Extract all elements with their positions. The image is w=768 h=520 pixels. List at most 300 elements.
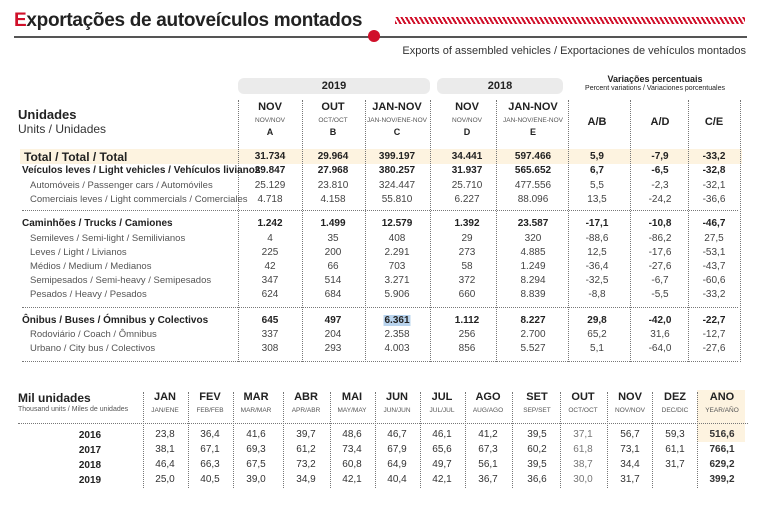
table-cell [649, 218, 672, 229]
cell-value: 4 [267, 233, 273, 244]
table-cell [703, 275, 726, 286]
table-cell: 23,8 [155, 429, 175, 440]
table-cell: 73,4 [342, 444, 362, 455]
units-label: Unidades [18, 107, 77, 122]
cell-value: -43,7 [702, 261, 726, 272]
variations-subtitle: Percent variations / Variaciones porcentuales [585, 85, 725, 92]
month-subheader: AUG/AGO [472, 407, 504, 414]
table-cell [262, 247, 279, 258]
table-cell [255, 165, 286, 176]
cell-value: -33,2 [702, 151, 726, 162]
table-cell [262, 329, 279, 340]
table-cell: 41,6 [246, 429, 266, 440]
cell-value: -88,6 [585, 233, 609, 244]
table-cell [651, 151, 668, 162]
table-cell: 67,3 [478, 444, 498, 455]
row-label: Comerciais leves / Light commercials / Comerciales [30, 194, 248, 205]
cell-value: 372 [458, 275, 476, 286]
table-cell: 69,3 [246, 444, 266, 455]
table-cell [382, 218, 413, 229]
cell-value: -32,8 [702, 165, 726, 176]
column-letter: A [266, 127, 274, 137]
cell-value: -7,9 [651, 151, 669, 162]
month-header: DEZ [664, 391, 686, 403]
table-cell [587, 194, 606, 205]
month-subheader: JUL/JUL [429, 407, 455, 414]
table-cell [590, 165, 604, 176]
table-cell [325, 275, 342, 286]
table-cell: 399,2 [709, 474, 735, 485]
table-cell [255, 180, 286, 191]
table-cell [320, 218, 345, 229]
table-cell [649, 315, 672, 326]
cell-value: -17,6 [648, 247, 672, 258]
section-divider [22, 307, 738, 308]
table-cell [382, 194, 413, 205]
table-cell: 61,8 [573, 444, 593, 455]
table-cell: 34,9 [296, 474, 316, 485]
cell-value: 25.129 [254, 180, 286, 191]
table-cell [649, 343, 672, 354]
month-header: OUT [571, 391, 595, 403]
cell-value: -6,7 [651, 275, 669, 286]
cell-value: -8,8 [588, 289, 606, 300]
column-separator [652, 392, 653, 488]
cell-value: 399.197 [378, 151, 416, 162]
cell-value: 497 [324, 315, 342, 326]
table-cell [651, 180, 668, 191]
table-cell [649, 233, 672, 244]
table-cell: 31,7 [665, 459, 685, 470]
page-subtitle: Exports of assembled vehicles / Exportaciones de vehículos montados [402, 45, 746, 57]
table-cell [262, 343, 279, 354]
cell-value: -22,7 [702, 315, 726, 326]
column-separator [607, 392, 608, 488]
table-cell: 39,5 [527, 429, 547, 440]
table-cell: 766,1 [709, 444, 735, 455]
table-cell [518, 194, 549, 205]
table-cell: 39,5 [527, 459, 547, 470]
table-cell [454, 218, 479, 229]
cell-value: 324.447 [378, 180, 416, 191]
cell-value: -27,6 [702, 343, 726, 354]
table-cell [586, 218, 609, 229]
cell-value: 55.810 [381, 194, 413, 205]
bottom-units-sublabel: Thousand units / Miles de unidades [18, 406, 129, 413]
cell-value: 256 [458, 329, 476, 340]
cell-value: -60,6 [702, 275, 726, 286]
table-cell [651, 275, 668, 286]
table-cell [318, 180, 349, 191]
cell-value: 1.499 [320, 218, 346, 229]
section-divider [22, 210, 738, 211]
table-cell [649, 194, 672, 205]
table-cell: 42,1 [342, 474, 362, 485]
table-cell [703, 343, 726, 354]
cell-value: 1.392 [454, 218, 480, 229]
table-cell [459, 329, 476, 340]
table-cell: 39,0 [246, 474, 266, 485]
table-cell [262, 275, 279, 286]
table-cell [703, 151, 726, 162]
cell-value: 204 [324, 329, 342, 340]
table-cell [452, 151, 483, 162]
cell-value: 29.964 [317, 151, 349, 162]
cell-value: 6.227 [454, 194, 480, 205]
cell-value: -24,2 [648, 194, 672, 205]
table-cell: 60,8 [342, 459, 362, 470]
table-cell [454, 194, 479, 205]
cell-value: 27,5 [704, 233, 724, 244]
column-separator [568, 100, 569, 362]
table-cell [520, 247, 545, 258]
table-cell [325, 343, 342, 354]
table-cell [325, 315, 342, 326]
month-header: JUL [431, 391, 453, 403]
cell-value: -12,7 [702, 329, 726, 340]
table-cell: 41,2 [478, 429, 498, 440]
row-label: Rodoviário / Coach / Ômnibus [30, 329, 157, 340]
month-subheader: YEAR/AÑO [705, 407, 739, 414]
cell-value: 4.718 [257, 194, 283, 205]
cell-value: 684 [324, 289, 342, 300]
table-cell [384, 289, 409, 300]
table-cell [515, 180, 551, 191]
cell-value: 23.810 [317, 180, 349, 191]
column-letter: E [529, 127, 537, 137]
table-cell [649, 247, 672, 258]
table-cell [389, 233, 406, 244]
cell-value: 1.249 [520, 261, 546, 272]
cell-value: 6,7 [590, 165, 604, 176]
table-cell [267, 233, 273, 244]
cell-value: 660 [458, 289, 476, 300]
table-cell [379, 180, 415, 191]
table-cell: 65,6 [432, 444, 452, 455]
table-cell [587, 329, 606, 340]
table-cell: 25,0 [155, 474, 175, 485]
column-header: OUT [321, 101, 345, 113]
cell-value: -5,5 [651, 289, 669, 300]
cell-value: 25.710 [451, 180, 483, 191]
table-cell [384, 275, 409, 286]
column-separator [330, 392, 331, 488]
table-cell: 31,7 [620, 474, 640, 485]
table-cell [262, 289, 279, 300]
cell-value: 29.847 [254, 165, 286, 176]
year-label: 2016 [78, 430, 102, 441]
column-header: NOV [258, 101, 282, 113]
cell-value: 2.700 [520, 329, 546, 340]
cell-value: 293 [324, 343, 342, 354]
cell-value: 8.839 [520, 289, 546, 300]
table-cell: 30,0 [573, 474, 593, 485]
table-cell: 38,1 [155, 444, 175, 455]
table-cell: 73,2 [296, 459, 316, 470]
cell-value: 8.294 [520, 275, 546, 286]
cell-value: 1.112 [454, 315, 480, 326]
cell-value: 1.242 [257, 218, 283, 229]
table-cell [379, 165, 415, 176]
table-cell [586, 261, 609, 272]
cell-value: -53,1 [702, 247, 726, 258]
table-cell: 56,7 [620, 429, 640, 440]
table-cell: 60,2 [527, 444, 547, 455]
table-cell [255, 151, 286, 162]
hatch-decoration [395, 17, 745, 24]
month-subheader: FEB/FEB [196, 407, 224, 414]
column-subheader: NOV/NOV [255, 117, 285, 124]
table-cell [703, 289, 726, 300]
table-cell: 61,1 [665, 444, 685, 455]
column-separator [688, 100, 689, 362]
header-divider [18, 423, 748, 424]
table-cell [318, 151, 349, 162]
table-cell [257, 218, 282, 229]
cell-value: -36,6 [702, 194, 726, 205]
section-divider [22, 361, 738, 362]
cell-value: 273 [458, 247, 476, 258]
table-cell: 46,1 [432, 429, 452, 440]
table-cell [651, 289, 668, 300]
table-cell [459, 247, 476, 258]
table-cell [459, 289, 476, 300]
table-cell [384, 247, 409, 258]
column-separator [283, 392, 284, 488]
table-cell [704, 233, 723, 244]
cell-value: 645 [261, 315, 279, 326]
column-separator [238, 100, 239, 362]
cell-value: -6,5 [651, 165, 669, 176]
row-label: Total / Total / Total [24, 150, 128, 164]
month-header: MAI [341, 391, 363, 403]
year-group-2019: 2019 [238, 78, 430, 94]
column-header: C/E [704, 116, 724, 128]
cell-value: 347 [261, 275, 279, 286]
table-cell: 40,5 [200, 474, 220, 485]
table-cell: 36,4 [200, 429, 220, 440]
column-separator [143, 392, 144, 488]
column-subheader: JAN-NOV/ENE-NOV [367, 117, 427, 124]
cell-value: 34.441 [451, 151, 483, 162]
row-label: Automóveis / Passenger cars / Automóviles [30, 180, 213, 191]
cell-value: 8.227 [520, 315, 546, 326]
table-cell [461, 261, 472, 272]
table-cell [650, 329, 669, 340]
column-subheader: JAN-NOV/ENE-NOV [503, 117, 563, 124]
cell-value: -64,0 [648, 343, 672, 354]
table-cell [588, 289, 605, 300]
table-cell [518, 218, 549, 229]
table-cell: 40,4 [387, 474, 407, 485]
column-separator [375, 392, 376, 488]
cell-value: 27.968 [317, 165, 349, 176]
cell-value: 6.361 [384, 315, 410, 326]
cell-value: 5,1 [590, 343, 604, 354]
column-subheader: OCT/OCT [318, 117, 348, 124]
cell-value: 88.096 [517, 194, 549, 205]
table-cell [389, 261, 406, 272]
cell-value: 5,9 [590, 151, 604, 162]
table-cell [452, 180, 483, 191]
month-header: JAN [153, 391, 177, 403]
cell-value: 31,6 [650, 329, 670, 340]
table-cell[interactable] [383, 315, 410, 326]
table-cell [703, 329, 726, 340]
cell-value: 3.271 [384, 275, 410, 286]
cell-value: -36,4 [585, 261, 609, 272]
cell-value: -17,1 [585, 218, 609, 229]
column-letter: C [393, 127, 401, 137]
table-cell: 516,6 [709, 429, 735, 440]
cell-value: 29,8 [587, 315, 607, 326]
table-cell [520, 275, 545, 286]
year-group-2018: 2018 [437, 78, 563, 94]
table-cell: 73,1 [620, 444, 640, 455]
table-cell [327, 233, 338, 244]
table-cell: 42,1 [432, 474, 452, 485]
table-cell [703, 315, 726, 326]
column-subheader: NOV/NOV [452, 117, 482, 124]
column-separator [496, 100, 497, 362]
row-label: Urbano / City bus / Colectivos [30, 343, 156, 354]
column-separator [420, 392, 421, 488]
table-cell [325, 329, 342, 340]
table-cell [649, 261, 672, 272]
month-subheader: JUN/JUN [383, 407, 411, 414]
column-separator [188, 392, 189, 488]
cell-value: 29 [461, 233, 473, 244]
cell-value: 31.937 [451, 165, 483, 176]
table-cell [325, 289, 342, 300]
cell-value: 5.527 [520, 343, 546, 354]
cell-value: 4.158 [320, 194, 346, 205]
row-label: Ônibus / Buses / Ómnibus y Colectivos [22, 315, 209, 326]
table-cell [520, 315, 545, 326]
year-label: 2019 [78, 475, 102, 486]
year-label: 2018 [78, 460, 102, 471]
cell-value: 35 [327, 233, 339, 244]
cell-value: 320 [524, 233, 542, 244]
column-separator [430, 100, 431, 362]
table-cell [459, 275, 476, 286]
cell-value: 4.885 [520, 247, 546, 258]
month-header: ABR [294, 391, 318, 403]
column-separator [560, 392, 561, 488]
table-cell [703, 165, 726, 176]
table-cell [703, 180, 726, 191]
variations-title: Variações percentuais [607, 74, 703, 84]
column-header: JAN-NOV [508, 101, 558, 113]
cell-value: 200 [324, 247, 342, 258]
table-cell [703, 261, 726, 272]
table-cell [587, 315, 606, 326]
red-dot-decoration [368, 30, 380, 42]
column-separator [365, 100, 366, 362]
month-header: ANO [709, 391, 735, 403]
table-cell [325, 247, 342, 258]
month-subheader: DEC/DIC [661, 407, 689, 414]
table-cell: 59,3 [665, 429, 685, 440]
cell-value: -2,3 [651, 180, 669, 191]
cell-value: -86,2 [648, 233, 672, 244]
table-cell: 36,6 [527, 474, 547, 485]
column-letter: D [463, 127, 471, 137]
cell-value: 23.587 [517, 218, 549, 229]
cell-value: 477.556 [514, 180, 552, 191]
cell-value: 856 [458, 343, 476, 354]
cell-value: 66 [327, 261, 339, 272]
cell-value: 2.291 [384, 247, 410, 258]
table-cell [520, 289, 545, 300]
table-cell [379, 151, 415, 162]
table-cell: 67,9 [387, 444, 407, 455]
table-cell [515, 165, 551, 176]
column-separator [465, 392, 466, 488]
table-cell [262, 315, 279, 326]
table-cell [590, 343, 604, 354]
column-header: JAN-NOV [372, 101, 422, 113]
month-header: JUN [385, 391, 409, 403]
title-rule [14, 36, 747, 38]
cell-value: -10,8 [648, 218, 672, 229]
cell-value: 13,5 [587, 194, 607, 205]
cell-value: 565.652 [514, 165, 552, 176]
month-header: NOV [618, 391, 642, 403]
cell-value: 597.466 [514, 151, 552, 162]
table-cell: 629,2 [709, 459, 735, 470]
table-cell: 66,3 [200, 459, 220, 470]
table-cell [452, 165, 483, 176]
table-cell: 61,2 [296, 444, 316, 455]
table-cell: 48,6 [342, 429, 362, 440]
table-cell [587, 247, 606, 258]
cell-value: 514 [324, 275, 342, 286]
cell-value: -32,5 [585, 275, 609, 286]
cell-value: 42 [264, 261, 276, 272]
table-cell [590, 151, 604, 162]
table-cell [257, 194, 282, 205]
table-cell: 56,1 [478, 459, 498, 470]
month-header: SET [526, 391, 548, 403]
cell-value: 4.003 [384, 343, 410, 354]
column-header: A/B [587, 116, 607, 128]
column-separator [512, 392, 513, 488]
table-cell: 67,1 [200, 444, 220, 455]
month-subheader: NOV/NOV [615, 407, 645, 414]
row-label: Veículos leves / Light vehicles / Vehículos livianos [22, 165, 261, 176]
table-cell: 36,7 [478, 474, 498, 485]
column-separator [233, 392, 234, 488]
cell-value: 12,5 [587, 247, 607, 258]
table-cell: 39,7 [296, 429, 316, 440]
cell-value: -33,2 [702, 289, 726, 300]
table-cell [703, 247, 726, 258]
table-cell: 49,7 [432, 459, 452, 470]
column-separator [697, 392, 698, 488]
cell-value: 308 [261, 343, 279, 354]
cell-value: 58 [461, 261, 473, 272]
column-letter: B [329, 127, 337, 137]
table-cell: 37,1 [573, 429, 593, 440]
cell-value: 65,2 [587, 329, 607, 340]
table-cell: 38,7 [573, 459, 593, 470]
row-label: Pesados / Heavy / Pesados [30, 289, 147, 300]
table-cell [384, 343, 409, 354]
table-cell [703, 194, 726, 205]
units-sublabel: Units / Unidades [18, 122, 107, 136]
month-subheader: JAN/ENE [151, 407, 179, 414]
